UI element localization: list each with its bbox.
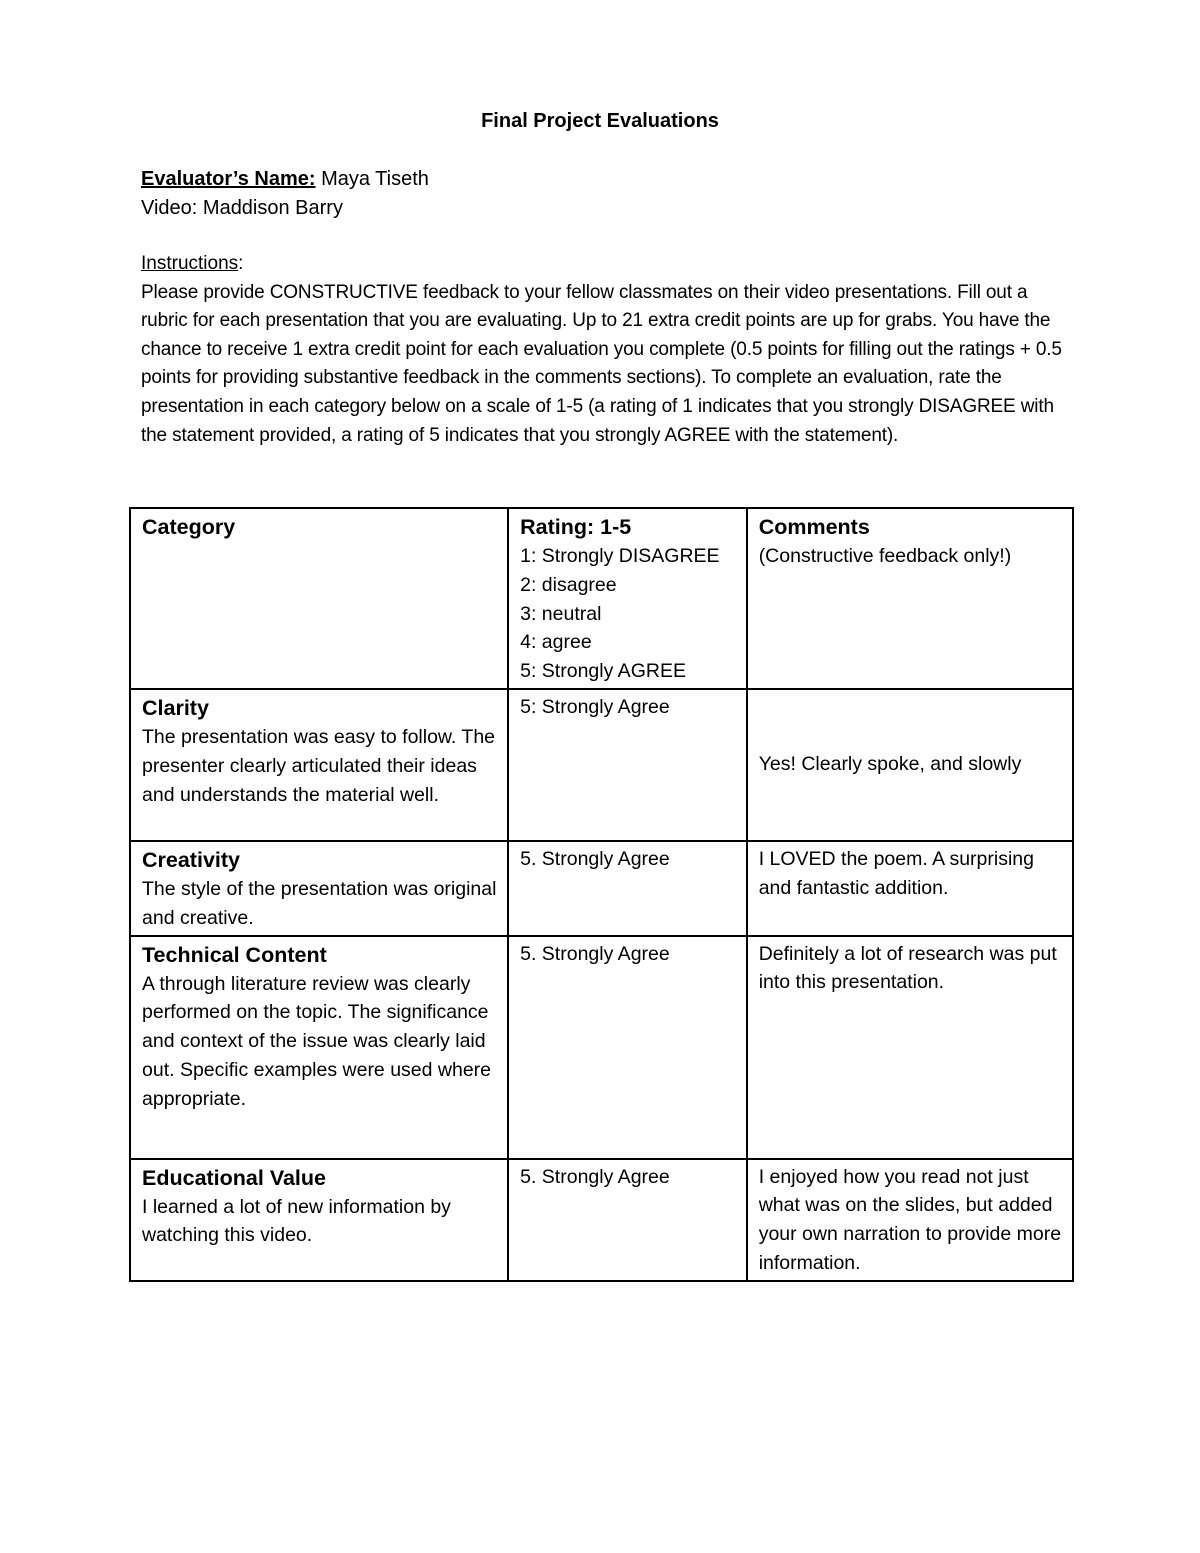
category-description: A through literature review was clearly performed on the topic. The significance and context of the issue was clearly laid out. Specific examples were used where appropriate. xyxy=(142,972,492,1110)
evaluator-label: Evaluator’s Name: xyxy=(141,168,316,190)
rating-scale-item: 3: neutral xyxy=(520,602,602,625)
category-cell xyxy=(130,936,508,1159)
rating-value: 5. Strongly Agree xyxy=(520,1165,670,1188)
category-name: Educational Value xyxy=(142,1165,326,1190)
video-line: Video: Maddison Barry xyxy=(141,197,343,219)
rating-cell xyxy=(508,689,747,841)
comment-cell xyxy=(747,841,1073,936)
header-category-cell xyxy=(130,508,508,689)
category-description: I learned a lot of new information by watching this video. xyxy=(142,1195,451,1247)
comment-cell xyxy=(747,689,1073,841)
rating-value: 5. Strongly Agree xyxy=(520,847,670,870)
comment-text: I LOVED the poem. A surprising and fantastic addition. xyxy=(758,847,1034,899)
comment-text: Yes! Clearly spoke, and slowly xyxy=(758,752,1022,775)
category-cell xyxy=(130,689,508,841)
header-comments-cell xyxy=(747,508,1073,689)
table-header-row xyxy=(130,508,1073,689)
rating-scale-item: 1: Strongly DISAGREE xyxy=(520,545,720,567)
header-rating: Rating: 1-5 xyxy=(520,515,632,539)
table-row-technical-content xyxy=(130,936,1073,1159)
category-name: Creativity xyxy=(142,847,240,872)
header-rating-cell xyxy=(508,508,747,689)
evaluation-rubric-table xyxy=(129,507,1074,1282)
document-title: Final Project Evaluations xyxy=(481,110,719,132)
instructions-heading-line xyxy=(141,250,1071,279)
table-row-clarity xyxy=(130,689,1073,841)
rating-cell xyxy=(508,1159,747,1281)
instructions-heading: Instructions xyxy=(141,253,239,274)
comment-text: I enjoyed how you read not just what was on the slides, but added your own narration to provide more information. xyxy=(758,1165,1062,1274)
category-cell xyxy=(130,841,508,936)
rating-value: 5: Strongly Agree xyxy=(520,695,670,718)
rating-cell xyxy=(508,841,747,936)
instructions-body: Please provide CONSTRUCTIVE feedback to your fellow classmates on their video presentations. Fill out a rubric for each presentation that you are evaluating. Up to 21 extra credit points are up for grabs. You have the chance to receive 1 extra credit point for each evaluation you complete (0.5 points for filling out the ratings + 0.5 points for providing substantive feedback in the comments sections). To complete an evaluation, rate the presentation in each category below on a scale of 1-5 (a rating of 1 indicates that you strongly DISAGREE with the statement provided, a rating of 5 indicates that you strongly AGREE with the statement). xyxy=(141,281,1062,446)
category-name: Clarity xyxy=(142,695,209,720)
instructions-colon: : xyxy=(238,253,244,274)
header-comments: Comments xyxy=(758,515,870,539)
header-comments-note: (Constructive feedback only!) xyxy=(758,545,1012,567)
table-row-educational-value xyxy=(130,1159,1073,1281)
rating-scale-item: 4: agree xyxy=(520,631,592,654)
evaluator-line xyxy=(141,165,429,194)
category-description: The style of the presentation was original and creative. xyxy=(142,877,497,929)
rating-cell xyxy=(508,936,747,1159)
category-cell xyxy=(130,1159,508,1281)
header-category: Category xyxy=(142,515,236,539)
evaluator-name: Maya Tiseth xyxy=(315,168,429,190)
category-description: The presentation was easy to follow. The presenter clearly articulated their ideas and understands the material well. xyxy=(142,725,496,806)
table-row-creativity xyxy=(130,841,1073,936)
comment-text: Definitely a lot of research was put into this presentation. xyxy=(758,942,1057,994)
rating-scale-item: 5: Strongly AGREE xyxy=(520,660,686,683)
comment-cell xyxy=(747,1159,1073,1281)
evaluation-meta xyxy=(141,165,429,223)
comment-cell xyxy=(747,936,1073,1159)
rating-value: 5. Strongly Agree xyxy=(520,942,670,965)
category-name: Technical Content xyxy=(142,942,327,967)
rating-scale-item: 2: disagree xyxy=(520,573,617,596)
instructions-section xyxy=(141,250,1071,450)
